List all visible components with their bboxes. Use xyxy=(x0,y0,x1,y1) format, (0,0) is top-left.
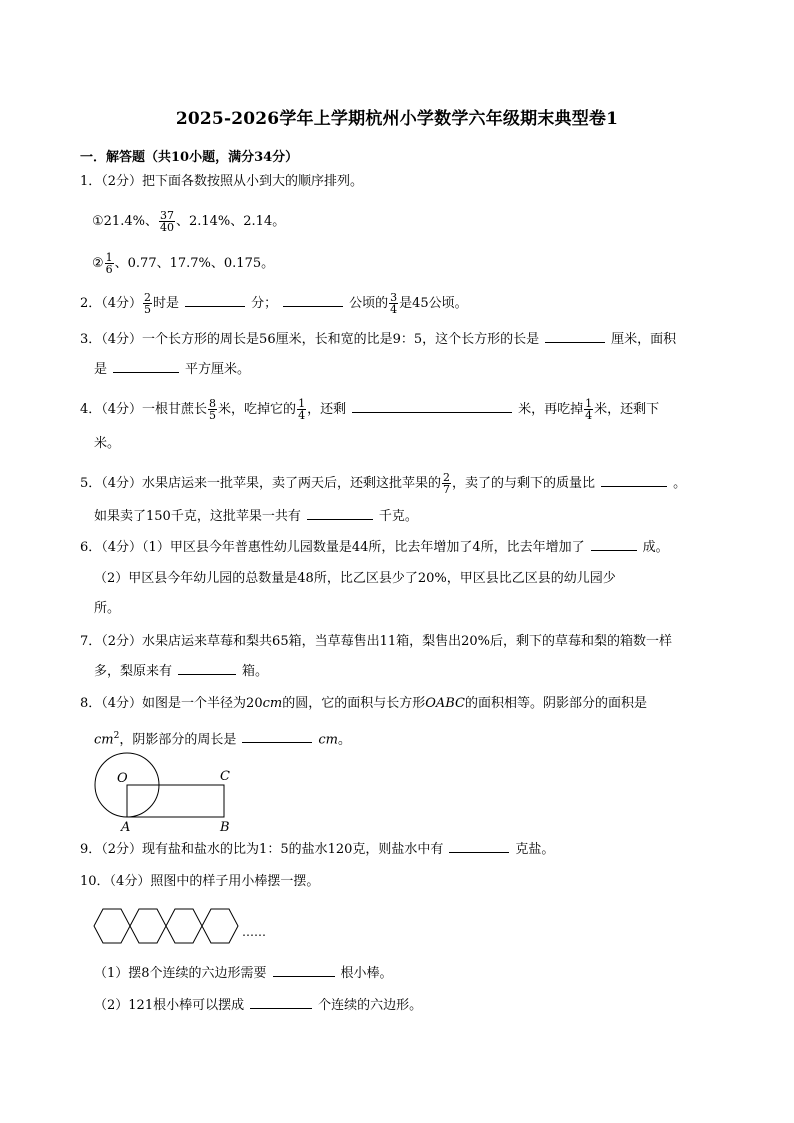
fraction: $\frac{1}{4}$ xyxy=(585,397,593,422)
circle-mark-1: ① xyxy=(92,214,104,229)
q8-line2: $cm^2$，阴影部分的周长是 cm。 xyxy=(94,731,351,748)
q6-line2: （2）甲区县今年幼儿园的总数量是48所，比乙区县少了20%，甲区县比乙区县的幼儿园少 xyxy=(94,571,616,586)
section-heading: 一．解答题（共10小题，满分34分） xyxy=(80,150,299,165)
label-c: C xyxy=(220,769,230,784)
answer-blank[interactable] xyxy=(113,360,179,373)
q4-line1: 4．（4分）一根甘蔗长 $\frac{8}{5}$ 米，吃掉它的 $\frac{1}{4}$ ，还剩 米，再吃掉 $\frac{1}{4}$ 米，还剩下 xyxy=(80,397,660,422)
answer-blank[interactable] xyxy=(178,662,236,675)
hexagon-chain-figure xyxy=(92,904,282,948)
q9: 9．（2分）现有盐和盐水的比为1：5的盐水120克，则盐水中有 克盐。 xyxy=(80,842,555,857)
fraction: $\frac{1}{4}$ xyxy=(298,397,306,422)
q5-line1: 5．（4分）水果店运来一批苹果，卖了两天后，还剩这批苹果的 $\frac{2}{7}$ ，卖了的与剩下的质量比 。 xyxy=(80,471,687,496)
q1-part1: ①21.4%、 $\frac{37}{40}$ 、2.14%、2.14。 xyxy=(92,209,286,234)
answer-blank[interactable] xyxy=(242,730,312,743)
answer-blank[interactable] xyxy=(591,538,637,551)
q8-line1: 8．（4分）如图是一个半径为20cm的圆，它的面积与长方形OABC的面积相等。阴影部分的面积是 xyxy=(80,696,648,711)
fraction: $\frac{3}{4}$ xyxy=(390,291,398,316)
fraction: $\frac{2}{5}$ xyxy=(144,291,152,316)
hexagon xyxy=(166,909,202,943)
fraction: $\frac{37}{40}$ xyxy=(159,209,174,234)
q1-stem: 1．（2分）把下面各数按照从小到大的顺序排列。 xyxy=(80,174,364,189)
q2: 2．（4分） $\frac{2}{5}$ 时是 分； 公顷的 $\frac{3}{4}$ 是45公顷。 xyxy=(80,291,468,316)
label-a: A xyxy=(121,820,131,835)
label-b: B xyxy=(220,820,230,835)
hexagon xyxy=(94,909,130,943)
page-title: 2025-2026学年上学期杭州小学数学六年级期末典型卷1 xyxy=(175,109,619,129)
q7-line1: 7．（2分）水果店运来草莓和梨共65箱，当草莓售出11箱，梨售出20%后，剩下的草莓和梨的箱数一样 xyxy=(80,634,673,649)
hexagon xyxy=(130,909,166,943)
q3-line1: 3．（4分）一个长方形的周长是56厘米，长和宽的比是9：5，这个长方形的长是 厘米，面积 xyxy=(80,332,677,347)
q3-line2: 是 平方厘米。 xyxy=(94,362,251,377)
answer-blank[interactable] xyxy=(545,330,605,343)
q6-line1: 6．（4分）（1）甲区县今年普惠性幼儿园数量是44所，比去年增加了4所，比去年增加了 成。 xyxy=(80,540,669,555)
q10-sub1: （1）摆8个连续的六边形需要 根小棒。 xyxy=(94,966,393,981)
q6-line3: 所。 xyxy=(94,601,121,616)
answer-blank[interactable] xyxy=(185,294,245,307)
hexagon xyxy=(202,909,238,943)
rectangle-oabc xyxy=(127,785,224,817)
answer-blank[interactable] xyxy=(307,507,373,520)
answer-blank[interactable] xyxy=(250,996,312,1009)
label-o: O xyxy=(117,771,128,786)
fraction: $\frac{8}{5}$ xyxy=(209,397,217,422)
circle-rectangle-figure xyxy=(86,748,246,838)
circle-mark-2: ② xyxy=(92,256,104,271)
answer-blank[interactable] xyxy=(601,474,667,487)
q1-part2: ② $\frac{1}{6}$ 、0.77、17.7%、0.175。 xyxy=(92,251,275,276)
q10-stem: 10．（4分）照图中的样子用小棒摆一摆。 xyxy=(80,874,320,889)
answer-blank[interactable] xyxy=(352,400,512,413)
ellipsis: …… xyxy=(242,925,266,939)
fraction: $\frac{2}{7}$ xyxy=(443,471,451,496)
q10-sub2: （2）121根小棒可以摆成 个连续的六边形。 xyxy=(94,998,423,1013)
answer-blank[interactable] xyxy=(273,964,335,977)
q4-line2: 米。 xyxy=(94,436,121,451)
answer-blank[interactable] xyxy=(449,840,509,853)
q5-line2: 如果卖了150千克，这批苹果一共有 千克。 xyxy=(94,509,418,524)
q7-line2: 多，梨原来有 箱。 xyxy=(94,664,269,679)
fraction: $\frac{1}{6}$ xyxy=(105,251,113,276)
answer-blank[interactable] xyxy=(283,294,343,307)
